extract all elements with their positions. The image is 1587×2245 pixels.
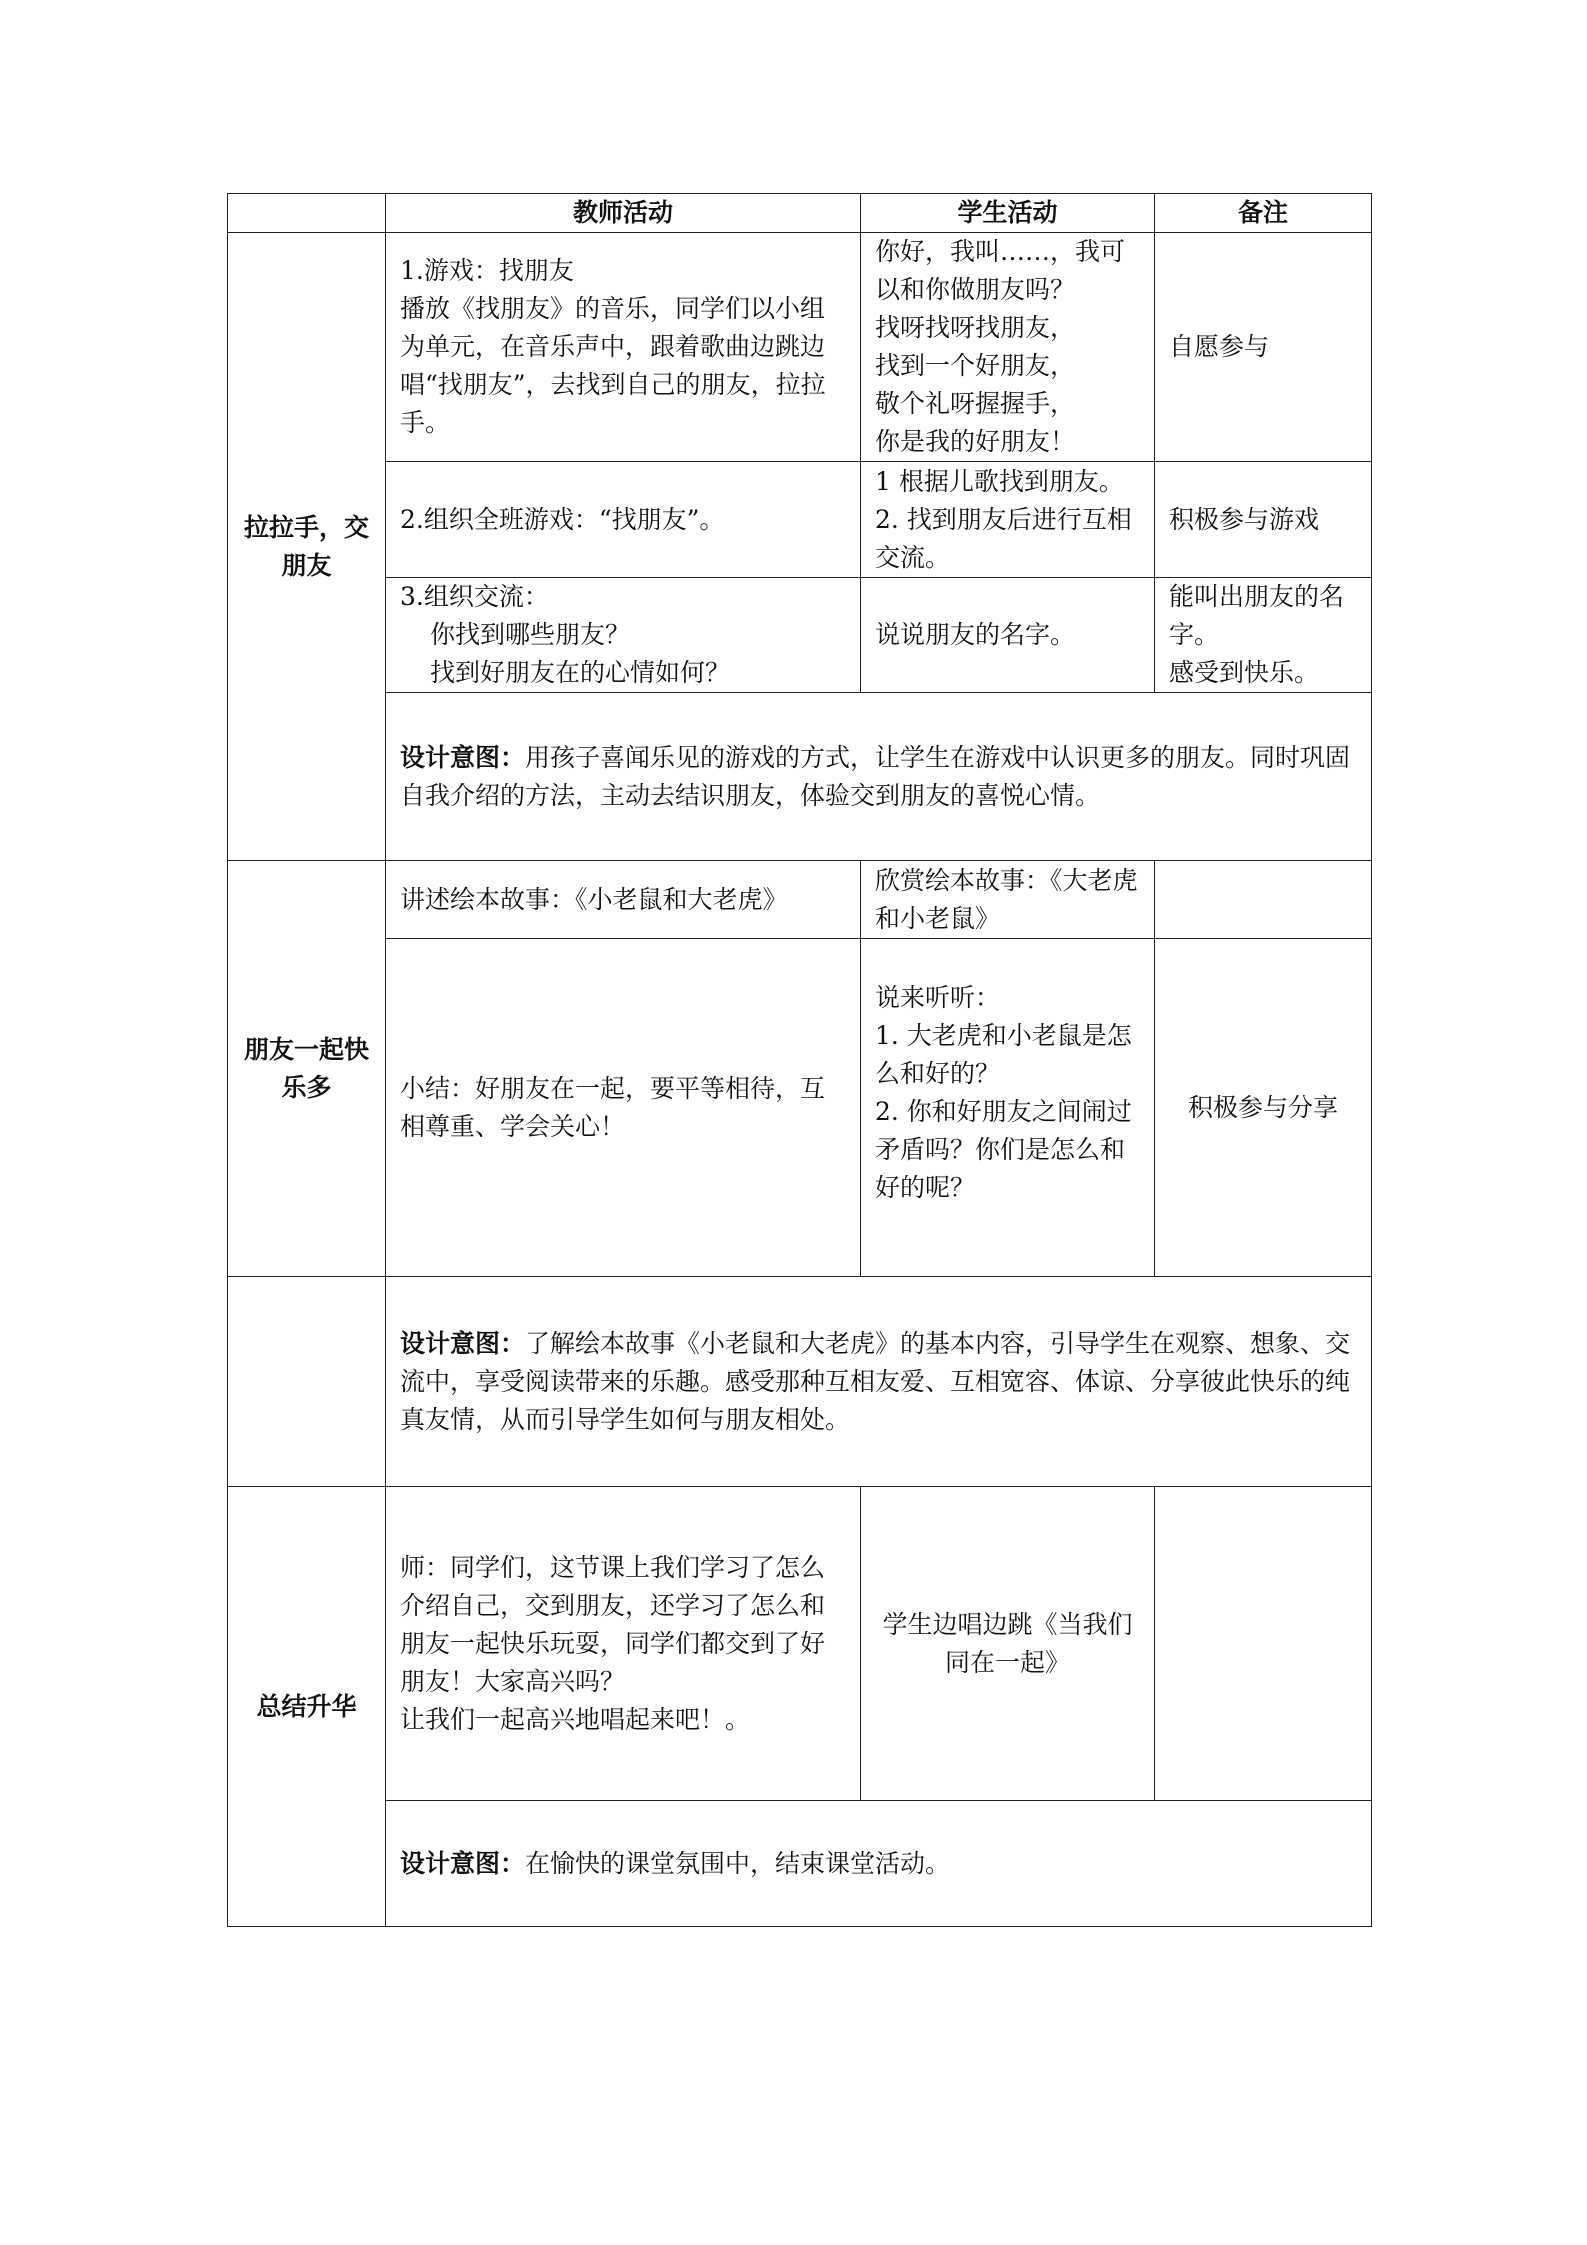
s1-row1 [228, 233, 1372, 462]
s1-r1-teacher [386, 233, 861, 462]
s2-stage: 朋友一起快乐多 [228, 861, 386, 1277]
s2-r2-student-line: 说来听听： [875, 983, 1001, 1012]
s1-intent-text: 用孩子喜闻乐见的游戏的方式，让学生在游戏中认识更多的朋友。同时巩固自我介绍的方法，主动去结识朋友，体验交到朋友的喜悦心情。 [400, 742, 1351, 810]
s2-intent-stage-cell [228, 1277, 386, 1487]
s1-intent-label: 设计意图： [400, 742, 526, 772]
s2-row1 [228, 861, 1372, 939]
s1-r1-note: 自愿参与 [1155, 233, 1372, 462]
s1-r3-student: 说说朋友的名字。 [861, 578, 1155, 693]
s1-r2-student-line: 1 根据儿歌找到朋友。 [875, 466, 1124, 496]
s1-r3-teacher-line: 3.组织交流： [400, 582, 549, 611]
s3-row1 [228, 1487, 1372, 1801]
s1-r3-teacher [386, 578, 861, 693]
s3-r1-teacher [386, 1487, 861, 1801]
s1-r1-student-line: 你好，我叫……，我可以和你做朋友吗？ [875, 237, 1126, 304]
s1-r1-student [861, 233, 1155, 462]
s1-r2-student [861, 462, 1155, 578]
s2-r1-teacher: 讲述绘本故事：《小老鼠和大老虎》 [386, 861, 861, 939]
s1-r3-teacher-line: 找到好朋友在的心情如何？ [430, 658, 731, 687]
s2-row2 [228, 939, 1372, 1277]
s3-r1-teacher-line: 师：同学们，这节课上我们学习了怎么介绍自己，交到朋友，还学习了怎么和朋友一起快乐玩耍，同学们都交到了好朋友！大家高兴吗？ [400, 1552, 826, 1696]
s1-r1-student-line: 找到一个好朋友， [875, 351, 1076, 380]
s1-intent-row [228, 693, 1372, 861]
header-row [228, 194, 1372, 233]
s2-r2-student-line: 2. 你和好朋友之间闹过矛盾吗？你们是怎么和好的呢？ [875, 1097, 1132, 1202]
s2-intent-text: 了解绘本故事《小老鼠和大老虎》的基本内容，引导学生在观察、想象、交流中，享受阅读带来的乐趣。感受那种互相友爱、互相宽容、体谅、分享彼此快乐的纯真友情，从而引导学生如何与朋友相处。 [400, 1328, 1351, 1434]
s3-r1-note [1155, 1487, 1372, 1801]
header-student: 学生活动 [861, 194, 1155, 233]
s3-intent [386, 1801, 1372, 1927]
s3-intent-label: 设计意图： [400, 1848, 526, 1878]
s1-r3-note [1155, 578, 1372, 693]
s2-r1-note [1155, 861, 1372, 939]
s2-intent-row [228, 1277, 1372, 1487]
s3-r1-teacher-line: 让我们一起高兴地唱起来吧！。 [400, 1704, 751, 1734]
s1-r1-student-line: 找呀找呀找朋友， [875, 313, 1076, 342]
s3-stage: 总结升华 [228, 1487, 386, 1927]
header-note: 备注 [1155, 194, 1372, 233]
s2-r1-student: 欣赏绘本故事：《大老虎和小老鼠》 [861, 861, 1155, 939]
s3-intent-text: 在愉快的课堂氛围中，结束课堂活动。 [525, 1848, 951, 1878]
s1-r1-teacher-line: 播放《找朋友》的音乐，同学们以小组为单元，在音乐声中，跟着歌曲边跳边唱“找朋友”，去找到自己的朋友，拉拉手。 [400, 294, 826, 437]
s2-intent [386, 1277, 1372, 1487]
s3-r1-student: 学生边唱边跳《当我们同在一起》 [861, 1487, 1155, 1801]
s1-r1-teacher-line: 1.游戏：找朋友 [400, 256, 574, 285]
s2-intent-label: 设计意图： [400, 1328, 526, 1358]
lesson-plan-table [227, 193, 1372, 1927]
s1-row3 [228, 578, 1372, 693]
s2-r2-student [861, 939, 1155, 1277]
s1-r3-note-line: 感受到快乐。 [1169, 658, 1320, 687]
s1-r3-teacher-line: 你找到哪些朋友？ [430, 620, 631, 649]
s2-r2-teacher: 小结：好朋友在一起，要平等相待，互相尊重、学会关心！ [386, 939, 861, 1277]
s1-r1-student-line: 敬个礼呀握握手， [875, 389, 1076, 418]
s1-row2 [228, 462, 1372, 578]
header-teacher: 教师活动 [386, 194, 861, 233]
s1-r3-note-line: 能叫出朋友的名字。 [1169, 582, 1345, 649]
s1-r1-student-line: 你是我的好朋友！ [875, 427, 1076, 456]
s1-intent [386, 693, 1372, 861]
s1-stage: 拉拉手，交朋友 [228, 233, 386, 861]
s1-r2-student-line: 2. 找到朋友后进行互相交流。 [875, 504, 1132, 572]
s2-r2-note: 积极参与分享 [1155, 939, 1372, 1277]
s1-r2-teacher: 2.组织全班游戏：“找朋友”。 [386, 462, 861, 578]
s2-r2-student-line: 1. 大老虎和小老鼠是怎么和好的？ [875, 1021, 1132, 1088]
header-stage-cell [228, 194, 386, 233]
s3-intent-row [228, 1801, 1372, 1927]
s1-r2-note: 积极参与游戏 [1155, 462, 1372, 578]
